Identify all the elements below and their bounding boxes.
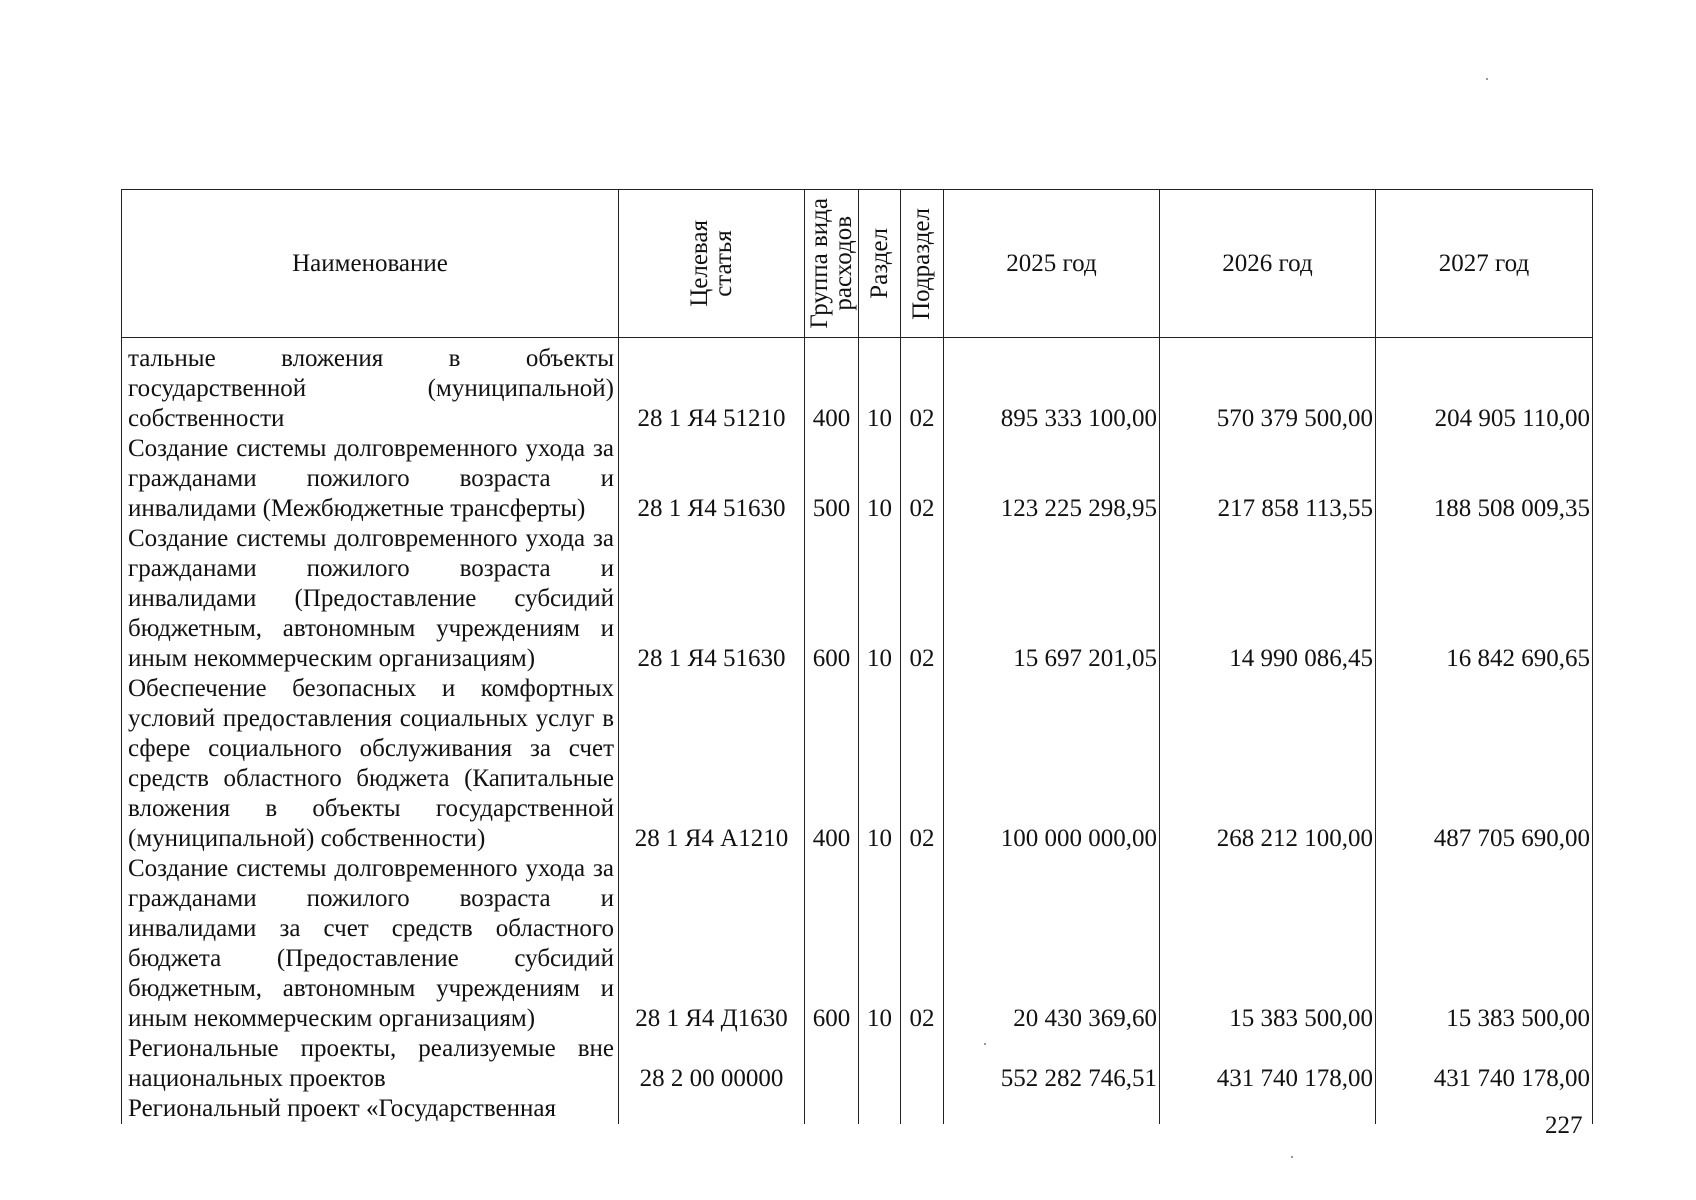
row-name: Обеспечение безопасных и комфортных условий предоставления социальных услуг в сфере социального обслуживания за счет средств областного бюджета (Капитальные вложения в объекты государственной (муниципальной) собственности)	[122, 674, 619, 854]
row-2027: 188 508 009,35	[1376, 434, 1593, 524]
row-2026: 268 212 100,00	[1160, 674, 1376, 854]
row-target-article: 28 1 Я4 51630	[619, 434, 805, 524]
row-subsection: 02	[901, 434, 944, 524]
row-2026: 14 990 086,45	[1160, 524, 1376, 674]
row-2026: 15 383 500,00	[1160, 854, 1376, 1034]
row-subsection: 02	[901, 674, 944, 854]
table-row	[122, 1094, 1593, 1124]
row-2026: 431 740 178,00	[1160, 1034, 1376, 1094]
row-2026: 217 858 113,55	[1160, 434, 1376, 524]
row-subsection	[901, 1094, 944, 1124]
table-row	[122, 674, 1593, 854]
row-expense-group: 500	[805, 434, 859, 524]
budget-table	[121, 189, 1593, 1124]
row-2025	[944, 1094, 1160, 1124]
row-2025: 20 430 369,60	[944, 854, 1160, 1034]
header-year-2026: 2026 год	[1160, 190, 1376, 338]
row-section: 10	[859, 434, 901, 524]
header-subsection: Подраздел	[901, 190, 944, 338]
row-2026	[1160, 1094, 1376, 1124]
scan-speck	[984, 1043, 986, 1045]
row-name: Региональные проекты, реализуемые вне национальных проектов	[122, 1034, 619, 1094]
row-target-article: 28 1 Я4 51630	[619, 524, 805, 674]
row-2025: 15 697 201,05	[944, 524, 1160, 674]
table-row	[122, 338, 1593, 435]
scan-speck	[1291, 1156, 1293, 1158]
header-section: Раздел	[859, 190, 901, 338]
row-section: 10	[859, 338, 901, 435]
row-subsection	[901, 1034, 944, 1094]
row-name: Создание системы долговременного ухода за гражданами пожилого возраста и инвалидами (Предоставление субсидий бюджетным, автономным учреждениям и иным некоммерческим организациям)	[122, 524, 619, 674]
row-2025: 100 000 000,00	[944, 674, 1160, 854]
row-name: Создание системы долговременного ухода за гражданами пожилого возраста и инвалидами за счет средств областного бюджета (Предоставление субсидий бюджетным, автономным учреждениям и иным некоммерческим организациям)	[122, 854, 619, 1034]
row-subsection: 02	[901, 854, 944, 1034]
table-header-row	[122, 190, 1593, 338]
header-name: Наименование	[122, 190, 619, 338]
row-2027: 431 740 178,00	[1376, 1034, 1593, 1094]
row-subsection: 02	[901, 524, 944, 674]
row-2025: 552 282 746,51	[944, 1034, 1160, 1094]
row-name: Создание системы долговременного ухода за гражданами пожилого возраста и инвалидами (Межбюджетные трансферты)	[122, 434, 619, 524]
row-section: 10	[859, 674, 901, 854]
row-2027: 204 905 110,00	[1376, 338, 1593, 435]
row-name: тальные вложения в объекты государственной (муниципальной) собственности	[122, 338, 619, 435]
row-section: 10	[859, 524, 901, 674]
row-subsection: 02	[901, 338, 944, 435]
scan-speck	[1486, 78, 1488, 80]
row-section	[859, 1094, 901, 1124]
table-row	[122, 854, 1593, 1034]
row-name: Региональный проект «Государственная	[122, 1094, 619, 1124]
table-row	[122, 434, 1593, 524]
row-section: 10	[859, 854, 901, 1034]
header-expense-group: Группа вида расходов	[805, 190, 859, 338]
row-target-article: 28 2 00 00000	[619, 1034, 805, 1094]
row-2027: 16 842 690,65	[1376, 524, 1593, 674]
row-section	[859, 1034, 901, 1094]
row-target-article: 28 1 Я4 Д1630	[619, 854, 805, 1034]
row-2027: 487 705 690,00	[1376, 674, 1593, 854]
table-row	[122, 1034, 1593, 1094]
row-2025: 123 225 298,95	[944, 434, 1160, 524]
header-target-article: Целевая статья	[619, 190, 805, 338]
row-target-article	[619, 1094, 805, 1124]
header-year-2025: 2025 год	[944, 190, 1160, 338]
header-year-2027: 2027 год	[1376, 190, 1593, 338]
row-expense-group: 400	[805, 674, 859, 854]
row-expense-group: 400	[805, 338, 859, 435]
table-row	[122, 524, 1593, 674]
row-2026: 570 379 500,00	[1160, 338, 1376, 435]
row-expense-group: 600	[805, 854, 859, 1034]
row-2027: 15 383 500,00	[1376, 854, 1593, 1034]
row-target-article: 28 1 Я4 51210	[619, 338, 805, 435]
row-2025: 895 333 100,00	[944, 338, 1160, 435]
row-target-article: 28 1 Я4 А1210	[619, 674, 805, 854]
row-expense-group	[805, 1094, 859, 1124]
row-expense-group	[805, 1034, 859, 1094]
row-expense-group: 600	[805, 524, 859, 674]
page-number: 227	[1545, 1112, 1583, 1139]
